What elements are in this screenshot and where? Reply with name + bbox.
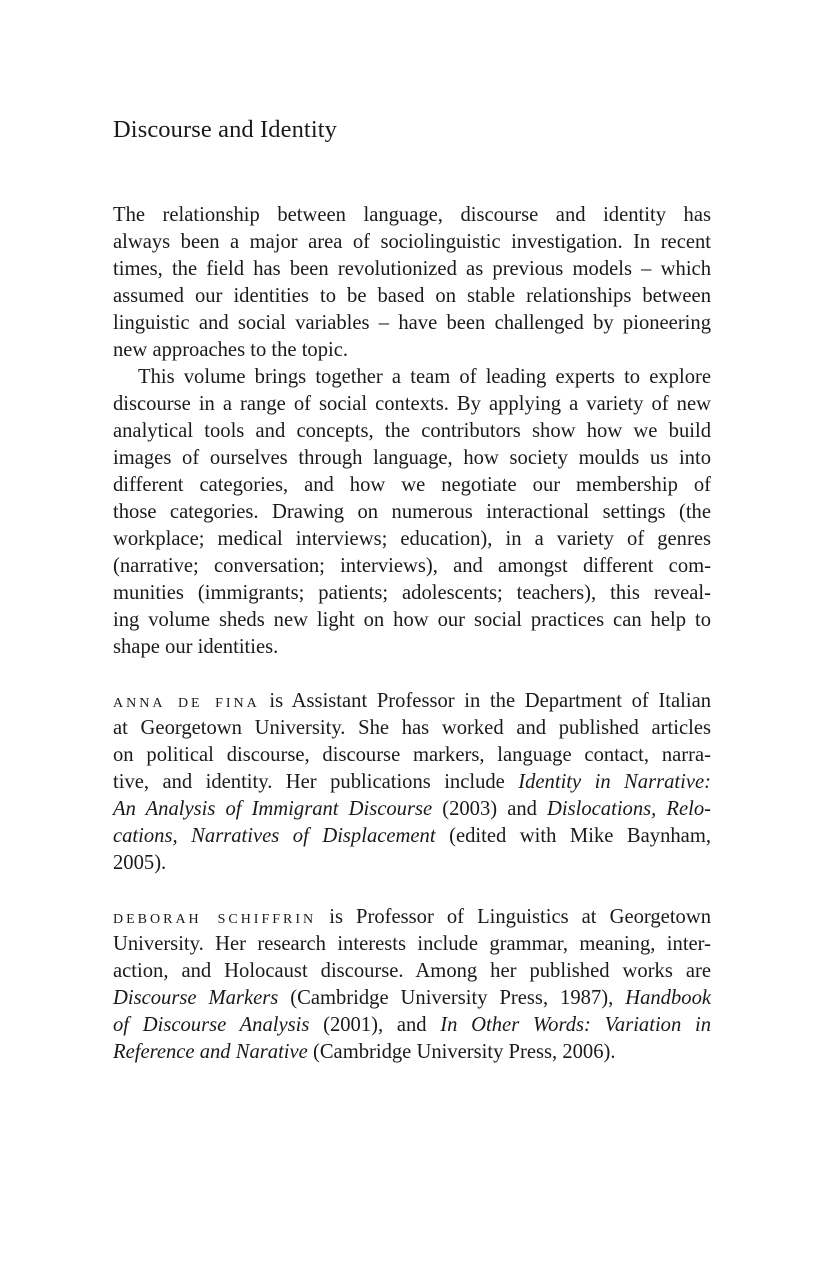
book-title: cations, Narratives of Displacement [113, 825, 436, 847]
text: (Cambridge University Press, 2006). [307, 1041, 616, 1063]
author-name: deborah schiffrin [113, 906, 317, 928]
text-line [113, 1012, 711, 1039]
text: (edited with Mike Baynham, [435, 825, 711, 847]
text-line: assumed our identities to be based on stable relationships between [113, 285, 711, 307]
text-line: new approaches to the topic. [113, 339, 349, 361]
text-line: on political discourse, discourse markers, language contact, narra- [113, 744, 711, 766]
text-line: 2005). [113, 852, 167, 874]
text-line: analytical tools and concepts, the contributors show how we build [113, 420, 711, 442]
text-line: workplace; medical interviews; education), in a variety of genres [113, 528, 711, 550]
text-line: those categories. Drawing on numerous interactional settings (the [113, 501, 711, 523]
book-title: Identity in Narrative: [518, 771, 711, 793]
text-line: munities (immigrants; patients; adolescents; teachers), this reveal- [113, 582, 711, 604]
text-line: discourse in a range of social contexts. By applying a variety of new [113, 393, 711, 415]
text: (2001), and [309, 1014, 441, 1036]
text-line: different categories, and how we negotiate our membership of [113, 474, 711, 496]
text-line [113, 904, 711, 931]
text-line [113, 985, 711, 1012]
book-title: Dislocations, Relo- [547, 798, 711, 820]
author-name: anna de fina [113, 690, 260, 712]
text: tive, and identity. Her publications include [113, 771, 519, 793]
book-title: Reference and Narative [113, 1041, 308, 1063]
text-line [113, 688, 711, 715]
text-line [113, 796, 711, 823]
book-title: In Other Words: Variation in [440, 1014, 711, 1036]
text-line: images of ourselves through language, how society moulds us into [113, 447, 711, 469]
text-line: shape our identities. [113, 636, 279, 658]
text: is Professor of Linguistics at Georgetown [316, 906, 712, 928]
text: (Cambridge University Press, 1987), [278, 987, 626, 1009]
text-line: always been a major area of sociolinguistic investigation. In recent [113, 231, 711, 253]
text-line: at Georgetown University. She has worked and published articles [113, 717, 711, 739]
text: (2003) and [432, 798, 548, 820]
page-title: Discourse and Identity [113, 116, 338, 143]
text-line [113, 1039, 711, 1066]
text-line [113, 823, 711, 850]
text: is Assistant Professor in the Department of Italian [259, 690, 712, 712]
text-line: This volume brings together a team of leading experts to explore [138, 366, 711, 388]
text-line: ing volume sheds new light on how our social practices can help to [113, 609, 711, 631]
text-line: action, and Holocaust discourse. Among her published works are [113, 960, 711, 982]
book-title: Handbook [625, 987, 712, 1009]
text-line [113, 769, 711, 796]
text-line: linguistic and social variables – have been challenged by pioneering [113, 312, 711, 334]
book-title: of Discourse Analysis [113, 1014, 310, 1036]
text-line: The relationship between language, discourse and identity has [113, 204, 711, 226]
book-title: Discourse Markers [113, 987, 279, 1009]
book-title: An Analysis of Immigrant Discourse [113, 798, 433, 820]
text-line: times, the field has been revolutionized as previous models – which [113, 258, 711, 280]
text-line: University. Her research interests include grammar, meaning, inter- [113, 933, 711, 955]
text-line: (narrative; conversation; interviews), and amongst different com- [113, 555, 711, 577]
